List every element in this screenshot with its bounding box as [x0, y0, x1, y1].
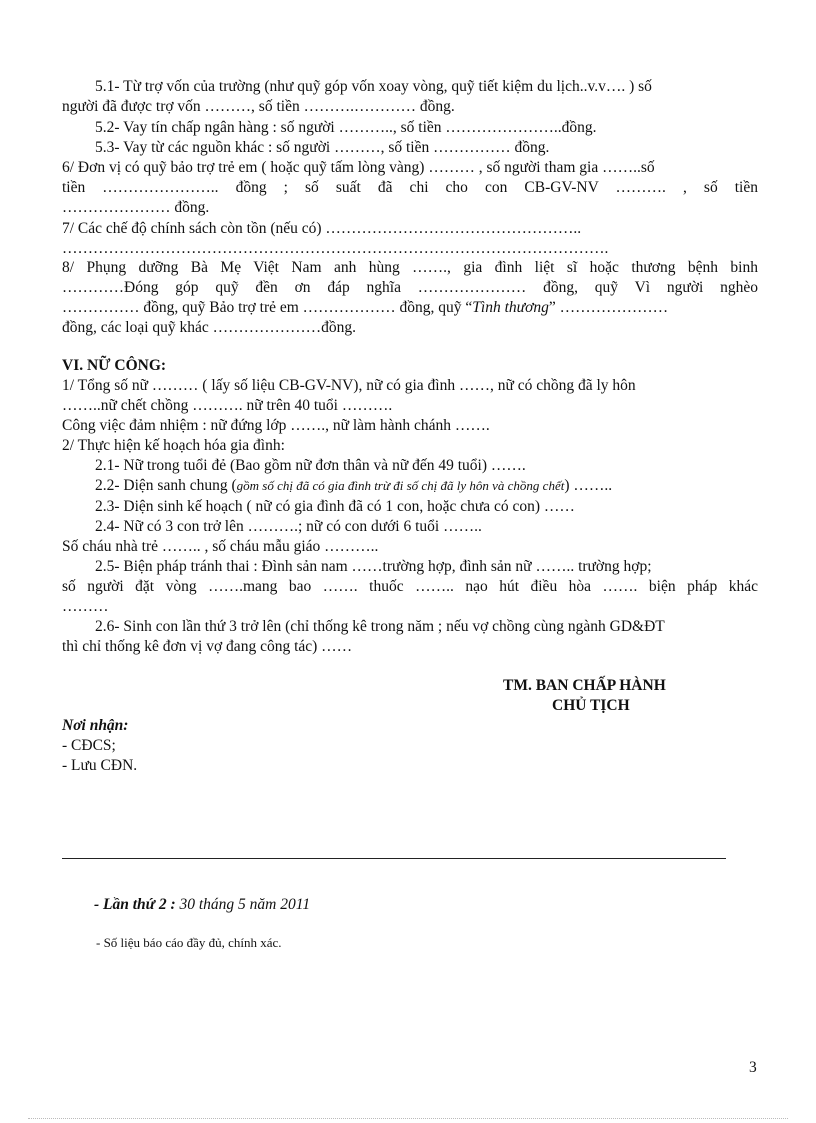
text-line: 5.2- Vay tín chấp ngân hàng : số người ……….., số tiền …………………..đồng. [95, 119, 597, 136]
text-line: 2.3- Diện sinh kế hoạch ( nữ có gia đình đã có 1 con, hoặc chưa có con) …… [95, 498, 575, 515]
recipient-item: - Lưu CĐN. [62, 757, 138, 774]
text-line: 5.3- Vay từ các nguồn khác : số người ………, số tiền …………… đồng. [95, 139, 550, 156]
round-line [94, 895, 310, 915]
text-line: 1/ Tổng số nữ ……… ( lấy số liệu CB-GV-NV), nữ có gia đình ……, nữ có chồng đã ly hôn [62, 377, 636, 394]
note-italic: gồm số chị đã có gia đình trừ đi số chị đã ly hôn và chồng chết [236, 478, 565, 493]
footer-note: - Số liệu báo cáo đầy đủ, chính xác. [96, 935, 282, 950]
text-line [62, 298, 668, 318]
text-line: 2.5- Biện pháp tránh thai : Đình sản nam ……trường hợp, đình sản nữ …….. trường hợp; [95, 558, 652, 575]
text-line: ……… [62, 598, 109, 615]
text-line: tiền ………………….. đồng ; số suất đã chi cho con CB-GV-NV ………. , số tiền [62, 179, 758, 196]
text-line: 8/ Phụng dưỡng Bà Mẹ Việt Nam anh hùng ……., gia đình liệt sĩ hoặc thương bệnh binh [62, 259, 758, 276]
text-segment: …………… đồng, quỹ Bảo trợ trẻ em ……………… đồng, quỹ “ [62, 299, 473, 316]
text-line: 6/ Đơn vị có quỹ bảo trợ trẻ em ( hoặc quỹ tấm lòng vàng) ……… , số người tham gia ……..số [62, 159, 655, 176]
text-line: Số cháu nhà trẻ …….. , số cháu mẫu giáo ……….. [62, 538, 379, 555]
text-line [95, 476, 612, 496]
text-segment: ” ………………… [548, 299, 669, 316]
horizontal-divider [62, 858, 726, 859]
text-line: số người đặt vòng …….mang bao ……. thuốc …….. nạo hút điều hòa ……. biện pháp khác [62, 578, 758, 595]
text-line: 2.1- Nữ trong tuổi đẻ (Bao gồm nữ đơn thân và nữ đến 49 tuổi) ……. [95, 457, 526, 474]
text-line: thì chỉ thống kê đơn vị vợ đang công tác) …… [62, 638, 353, 655]
text-line: 2.4- Nữ có 3 con trở lên ……….; nữ có con dưới 6 tuổi …….. [95, 518, 482, 535]
text-line: ……..nữ chết chồng ………. nữ trên 40 tuổi ………. [62, 397, 393, 414]
page-edge-divider [28, 1118, 788, 1119]
text-line: đồng, các loại quỹ khác …………………đồng. [62, 319, 357, 336]
text-line: ……………………………………………………………………………………………. [62, 240, 609, 257]
text-line: …………Đóng góp quỹ đền ơn đáp nghĩa ………………… đồng, quỹ Vì người nghèo [62, 279, 758, 296]
recipient-item: - CĐCS; [62, 737, 116, 754]
round-label: - Lần thứ 2 : [94, 896, 176, 913]
text-segment: 2.2- Diện sanh chung ( [95, 477, 237, 494]
page-number: 3 [749, 1059, 757, 1076]
round-date: 30 tháng 5 năm 2011 [175, 896, 311, 913]
text-line: 2.6- Sinh con lần thứ 3 trở lên (chỉ thống kê trong năm ; nếu vợ chồng cùng ngành GD&ĐT [95, 618, 665, 635]
section-heading: VI. NỮ CÔNG: [62, 357, 167, 374]
text-line: 2/ Thực hiện kế hoạch hóa gia đình: [62, 437, 285, 454]
signature-title: TM. BAN CHẤP HÀNH [503, 677, 666, 694]
text-line: ………………… đồng. [62, 199, 210, 216]
recipients-title: Nơi nhận: [62, 717, 129, 734]
fund-name-italic: Tình thương [472, 299, 549, 316]
signature-role: CHỦ TỊCH [552, 697, 630, 714]
text-line: 5.1- Từ trợ vốn của trường (như quỹ góp vốn xoay vòng, quỹ tiết kiệm du lịch..v.v…. ) số [95, 78, 652, 95]
text-line: Công việc đảm nhiệm : nữ đứng lớp ……., nữ làm hành chánh ……. [62, 417, 490, 434]
text-line: người đã được trợ vốn ………, số tiền ……….………… đồng. [62, 98, 455, 115]
text-segment: ) …….. [564, 477, 613, 494]
text-line: 7/ Các chế độ chính sách còn tồn (nếu có) ………………………………………….. [62, 220, 582, 237]
